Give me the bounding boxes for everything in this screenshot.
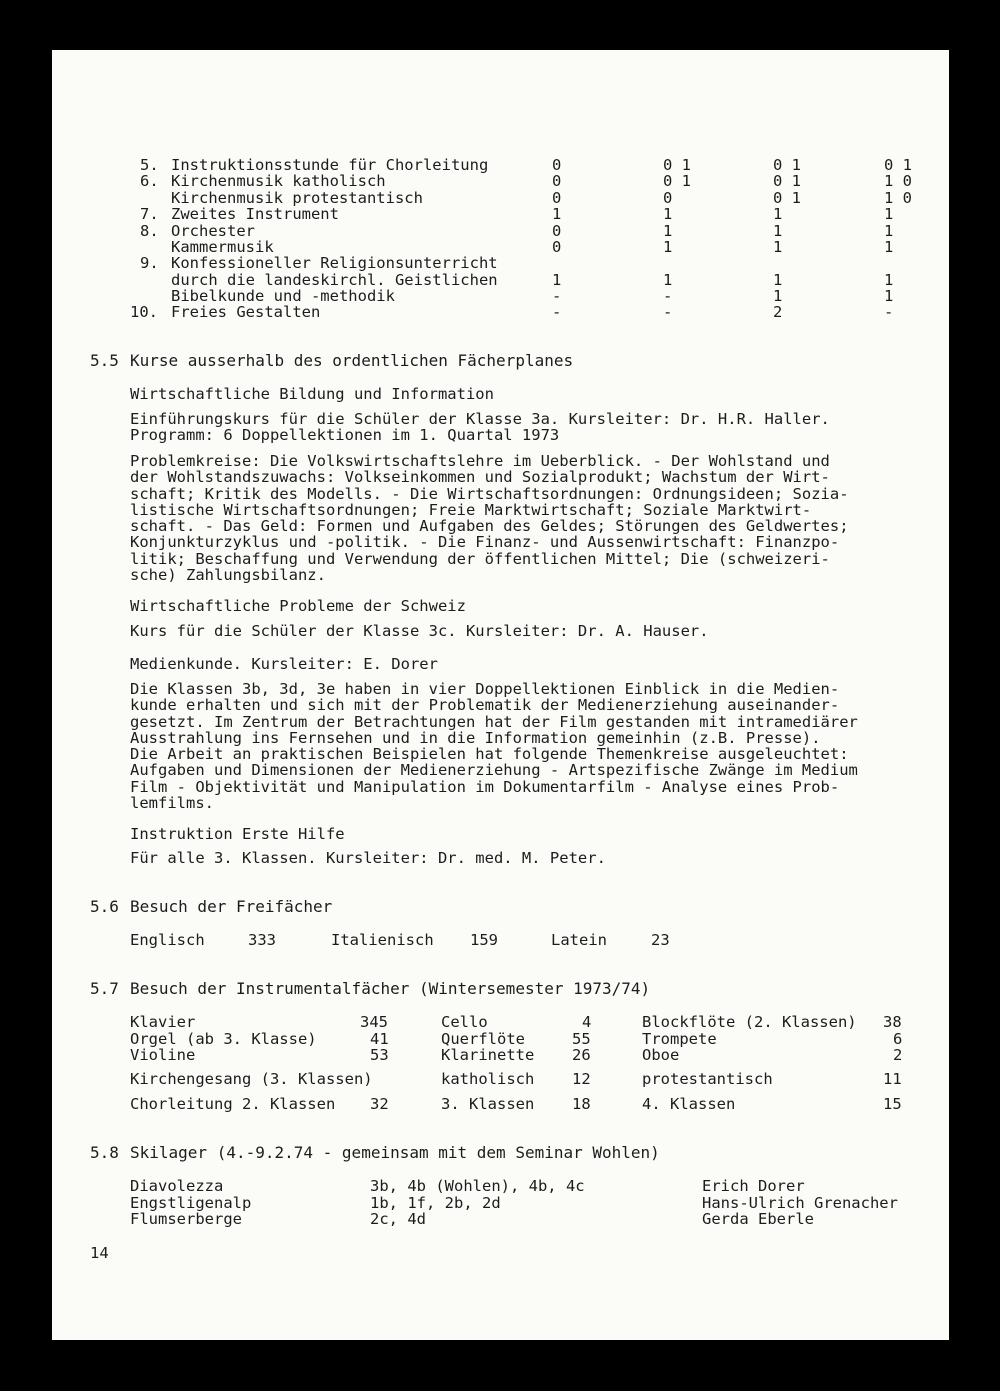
chorleitung-label-3: 3. Klassen	[441, 1095, 535, 1113]
instrument-value: 2	[893, 1046, 903, 1064]
elective-label: Englisch	[130, 931, 205, 949]
row-c4: 1	[884, 238, 894, 256]
section-number: 5.7	[90, 979, 119, 998]
instrument-value: 6	[893, 1030, 903, 1048]
section-title: Besuch der Instrumentalfächer (Wintersemester 1973/74)	[130, 979, 651, 998]
chorleitung-label-4: 4. Klassen	[642, 1095, 736, 1113]
row-c4: 1	[884, 271, 894, 289]
elective-value: 23	[651, 931, 670, 949]
instrument-value: 26	[572, 1046, 591, 1064]
row-c2: 0 1	[663, 172, 691, 190]
row-c2: -	[663, 303, 673, 321]
chorleitung-value-3: 18	[572, 1095, 591, 1113]
row-label: Instruktionsstunde für Chorleitung	[171, 156, 489, 174]
section-title: Besuch der Freifächer	[130, 897, 333, 916]
elective-label: Italienisch	[331, 931, 434, 949]
row-num: 6.	[140, 172, 159, 190]
row-c2: 1	[663, 238, 673, 256]
row-c4: 0 1	[884, 156, 912, 174]
row-c1: -	[552, 303, 562, 321]
page-number: 14	[90, 1244, 109, 1262]
row-c3: 1	[773, 222, 783, 240]
row-c1: 1	[552, 205, 562, 223]
section-number: 5.8	[90, 1143, 119, 1162]
row-label: Zweites Instrument	[171, 205, 339, 223]
instrument-value: 41	[370, 1030, 389, 1048]
row-label: Bibelkunde und -methodik	[171, 287, 395, 305]
row-c2: 1	[663, 222, 673, 240]
row-c3: 0 1	[773, 172, 801, 190]
row-c4: 1 0	[884, 172, 912, 190]
instrument-value: 345	[360, 1013, 388, 1031]
row-c3: 1	[773, 205, 783, 223]
course-text: Für alle 3. Klassen. Kursleiter: Dr. med. M. Peter.	[130, 849, 606, 867]
kirchengesang-kath-value: 12	[572, 1070, 591, 1088]
instrument-label: Trompete	[642, 1030, 717, 1048]
ski-classes: 1b, 1f, 2b, 2d	[370, 1194, 501, 1212]
instrument-label: Klarinette	[441, 1046, 535, 1064]
ski-leader: Erich Dorer	[702, 1177, 805, 1195]
instrument-label: Cello	[441, 1013, 488, 1031]
instrument-label: Querflöte	[441, 1030, 525, 1048]
row-num: 5.	[140, 156, 159, 174]
row-c2: 0	[663, 189, 673, 207]
ski-classes: 3b, 4b (Wohlen), 4b, 4c	[370, 1177, 585, 1195]
kirchengesang-kath-label: katholisch	[441, 1070, 535, 1088]
row-label: Freies Gestalten	[171, 303, 321, 321]
row-c4: 1	[884, 222, 894, 240]
course-topics: Problemkreise: Die Volkswirtschaftslehre im Ueberblick. - Der Wohlstand und der Wohlstandszuwachs: Volkseinkommen und Sozialprodukt; Wachstum der Wirt- schaft; Kritik des Modells. - Die Wirtschaftsordnungen: Ordnungsideen; Sozia- listische Wirtschaftsordnungen; Freie Marktwirtschaft; Soziale Marktwirt- schaft. - Das Geld: Formen und Aufgaben des Geldes; Störungen des Geldwertes; Konjunkturzyklus und -politik. - Die Finanz- und Aussenwirtschaft: Finanzpo- litik; Beschaffung und Verwendung der öffentlichen Mittel; Die (schweizeri- sche) Zahlungsbilanz.	[130, 452, 849, 585]
row-c2: 1	[663, 271, 673, 289]
row-c1: 0	[552, 172, 562, 190]
kirchengesang-prot-value: 11	[883, 1070, 902, 1088]
row-label: Kirchenmusik katholisch	[171, 172, 386, 190]
section-number: 5.6	[90, 897, 119, 916]
instrument-label: Klavier	[130, 1013, 196, 1031]
row-label: Konfessioneller Religionsunterricht	[171, 254, 498, 272]
instrument-label: Oboe	[642, 1046, 680, 1064]
instrument-value: 38	[883, 1013, 902, 1031]
row-c2: 0 1	[663, 156, 691, 174]
row-c3: 0 1	[773, 156, 801, 174]
row-c1: 1	[552, 271, 562, 289]
elective-value: 333	[248, 931, 276, 949]
chorleitung-value-2: 32	[370, 1095, 389, 1113]
row-c1: 0	[552, 238, 562, 256]
row-label: Orchester	[171, 222, 255, 240]
course-intro: Einführungskurs für die Schüler der Klasse 3a. Kursleiter: Dr. H.R. Haller. Programm: 6 Doppellektionen im 1. Quartal 1973	[130, 410, 830, 445]
row-c1: 0	[552, 189, 562, 207]
row-num: 8.	[140, 222, 159, 240]
row-c2: -	[663, 287, 673, 305]
row-label: Kammermusik	[171, 238, 274, 256]
instrument-value: 55	[572, 1030, 591, 1048]
row-c1: 0	[552, 222, 562, 240]
instrument-label: Violine	[130, 1046, 196, 1064]
elective-value: 159	[470, 931, 498, 949]
ski-place: Engstligenalp	[130, 1194, 252, 1212]
kirchengesang-label: Kirchengesang (3. Klassen)	[130, 1070, 373, 1088]
row-c4: 1	[884, 287, 894, 305]
row-c3: 2	[773, 303, 783, 321]
ski-leader: Gerda Eberle	[702, 1210, 814, 1228]
course-text: Kurs für die Schüler der Klasse 3c. Kursleiter: Dr. A. Hauser.	[130, 622, 709, 640]
ski-leader: Hans-Ulrich Grenacher	[702, 1194, 898, 1212]
row-label: Kirchenmusik protestantisch	[171, 189, 423, 207]
kirchengesang-prot-label: protestantisch	[642, 1070, 773, 1088]
row-c4: 1	[884, 205, 894, 223]
chorleitung-value-4: 15	[883, 1095, 902, 1113]
subsection-title: Wirtschaftliche Probleme der Schweiz	[130, 597, 466, 615]
row-c4: -	[884, 303, 894, 321]
ski-classes: 2c, 4d	[370, 1210, 426, 1228]
row-c2: 1	[663, 205, 673, 223]
section-number: 5.5	[90, 351, 119, 370]
course-text: Die Klassen 3b, 3d, 3e haben in vier Doppellektionen Einblick in die Medien- kunde erhalten und sich mit der Problematik der Medienerziehung auseinander- gesetzt. Im Zentrum der Betrachtungen hat der Film gestanden mit intramediärer Ausstrahlung ins Fernsehen und in die Information gemeinhin (z.B. Presse). Die Arbeit an praktischen Beispielen hat folgende Themenkreise ausgeleuchtet: Aufgaben und Dimensionen der Medienerziehung - Artspezifische Zwänge im Medium Film - Objektivität und Manipulation im Dokumentarfilm - Analyse eines Prob- lemfilms.	[130, 680, 858, 813]
instrument-value: 53	[370, 1046, 389, 1064]
section-title: Skilager (4.-9.2.74 - gemeinsam mit dem Seminar Wohlen)	[130, 1143, 660, 1162]
row-c1: -	[552, 287, 562, 305]
instrument-label: Orgel (ab 3. Klasse)	[130, 1030, 317, 1048]
row-c4: 1 0	[884, 189, 912, 207]
subsection-title: Instruktion Erste Hilfe	[130, 825, 345, 843]
document-page	[52, 50, 949, 1340]
row-c3: 0 1	[773, 189, 801, 207]
ski-place: Flumserberge	[130, 1210, 242, 1228]
ski-place: Diavolezza	[130, 1177, 224, 1195]
subsection-title: Wirtschaftliche Bildung und Information	[130, 385, 494, 403]
elective-label: Latein	[551, 931, 607, 949]
instrument-label: Blockflöte (2. Klassen)	[642, 1013, 857, 1031]
row-c1: 0	[552, 156, 562, 174]
chorleitung-label: Chorleitung 2. Klassen	[130, 1095, 336, 1113]
row-label: durch die landeskirchl. Geistlichen	[171, 271, 498, 289]
row-num: 9.	[140, 254, 159, 272]
subsection-title: Medienkunde. Kursleiter: E. Dorer	[130, 655, 438, 673]
row-c3: 1	[773, 287, 783, 305]
row-num: 7.	[140, 205, 159, 223]
row-num: 10.	[130, 303, 158, 321]
section-title: Kurse ausserhalb des ordentlichen Fächerplanes	[130, 351, 574, 370]
row-c3: 1	[773, 238, 783, 256]
row-c3: 1	[773, 271, 783, 289]
instrument-value: 4	[582, 1013, 592, 1031]
